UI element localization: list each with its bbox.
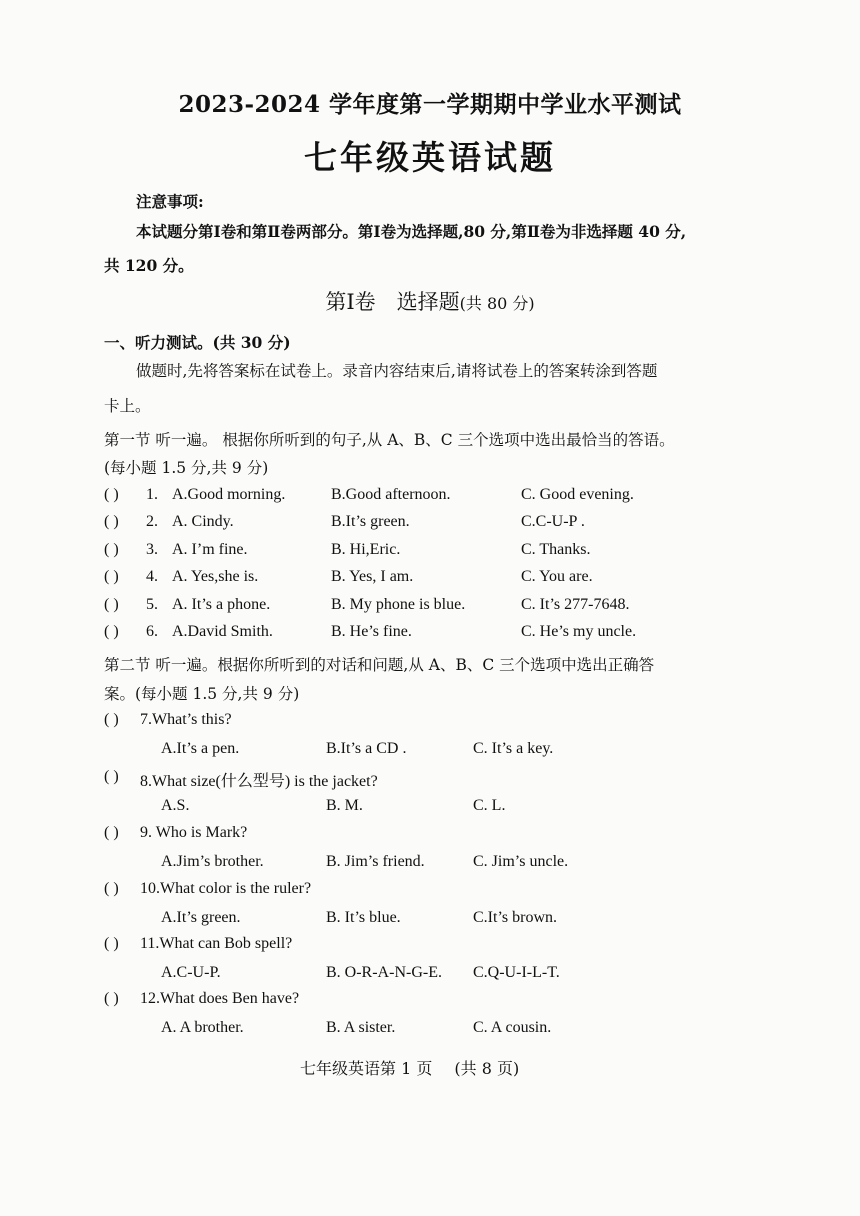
- option-b: B. A sister.: [326, 1019, 396, 1036]
- option-c: C.C-U-P .: [521, 513, 585, 530]
- section1-instruction-2: (每小题 1.5 分,共 9 分): [104, 459, 269, 477]
- option-c: C. Good evening.: [521, 486, 634, 503]
- option-c: C. It’s 277-7648.: [521, 596, 630, 613]
- question-text: 12.What does Ben have?: [140, 990, 300, 1007]
- option-a: A. A brother.: [161, 1019, 244, 1036]
- question-number: 3.: [146, 541, 158, 558]
- page-number: 七年级英语第 1 页: [300, 1059, 433, 1078]
- option-b: B. He’s fine.: [331, 623, 412, 640]
- part1-instruction-1: 做题时,先将答案标在试卷上。录音内容结束后,请将试卷上的答案转涂到答题: [136, 362, 658, 380]
- section1-instruction-1: 第一节 听一遍。 根据你所听到的句子,从 A、B、C 三个选项中选出最恰当的答语。: [104, 431, 675, 449]
- option-c: C.Q-U-I-L-T.: [473, 964, 560, 981]
- answer-blank[interactable]: ( ): [104, 880, 119, 897]
- answer-blank[interactable]: ( ): [104, 824, 119, 841]
- answer-blank[interactable]: ( ): [104, 568, 119, 585]
- option-a: A. It’s a phone.: [172, 596, 271, 613]
- answer-blank[interactable]: ( ): [104, 596, 119, 613]
- notice-line-2: 共 120 分。: [104, 256, 194, 275]
- option-c: C. Jim’s uncle.: [473, 853, 569, 870]
- option-a: A.It’s a pen.: [161, 740, 240, 757]
- option-a: A.Good morning.: [172, 486, 286, 503]
- option-a: A.Jim’s brother.: [161, 853, 264, 870]
- option-a: A.David Smith.: [172, 623, 273, 640]
- answer-blank[interactable]: ( ): [104, 486, 119, 503]
- notice-line-1: 本试题分第Ⅰ卷和第Ⅱ卷两部分。第Ⅰ卷为选择题,80 分,第Ⅱ卷为非选择题 40 分,: [136, 222, 687, 241]
- volume-title-text: 第Ⅰ卷 选择题: [325, 290, 460, 314]
- answer-blank[interactable]: ( ): [104, 541, 119, 558]
- option-a: A. Cindy.: [172, 513, 234, 530]
- question-number: 1.: [146, 486, 158, 503]
- question-text: 10.What color is the ruler?: [140, 880, 312, 897]
- answer-blank[interactable]: ( ): [104, 513, 119, 530]
- answer-blank[interactable]: ( ): [104, 768, 119, 785]
- question-number: 5.: [146, 596, 158, 613]
- option-c: C. He’s my uncle.: [521, 623, 637, 640]
- option-b: B. Yes, I am.: [331, 568, 414, 585]
- option-c: C. A cousin.: [473, 1019, 552, 1036]
- answer-blank[interactable]: ( ): [104, 990, 119, 1007]
- answer-blank[interactable]: ( ): [104, 623, 119, 640]
- question-number: 4.: [146, 568, 158, 585]
- part1-instruction-2: 卡上。: [104, 397, 151, 415]
- option-c: C. It’s a key.: [473, 740, 554, 757]
- notice-label: 注意事项:: [136, 192, 204, 211]
- option-a: A.It’s green.: [161, 909, 241, 926]
- answer-blank[interactable]: ( ): [104, 935, 119, 952]
- exam-title: 2023-2024 学年度第一学期期中学业水平测试: [178, 91, 682, 118]
- question-text: 7.What’s this?: [140, 711, 232, 728]
- option-a: A.S.: [161, 797, 190, 814]
- option-a: A. I’m fine.: [172, 541, 248, 558]
- option-b: B. Hi,Eric.: [331, 541, 401, 558]
- option-a: A.C-U-P.: [161, 964, 221, 981]
- option-b: B. O-R-A-N-G-E.: [326, 964, 442, 981]
- section2-instruction-2: 案。(每小题 1.5 分,共 9 分): [104, 685, 300, 703]
- page-footer: [300, 1056, 519, 1079]
- question-text: 9. Who is Mark?: [140, 824, 248, 841]
- option-c: C. Thanks.: [521, 541, 591, 558]
- option-b: B. Jim’s friend.: [326, 853, 425, 870]
- option-b: B.It’s green.: [331, 513, 410, 530]
- volume-score: (共 80 分): [459, 294, 535, 313]
- option-a: A. Yes,she is.: [172, 568, 259, 585]
- option-b: B. It’s blue.: [326, 909, 401, 926]
- question-number: 6.: [146, 623, 158, 640]
- option-c: C.It’s brown.: [473, 909, 557, 926]
- page-total: (共 8 页): [454, 1059, 520, 1078]
- volume-title: [0, 286, 860, 316]
- section2-instruction-1: 第二节 听一遍。根据你所听到的对话和问题,从 A、B、C 三个选项中选出正确答: [104, 656, 655, 674]
- option-c: C. L.: [473, 797, 506, 814]
- question-text: 11.What can Bob spell?: [140, 935, 293, 952]
- option-b: B.Good afternoon.: [331, 486, 451, 503]
- subject-title: 七年级英语试题: [304, 138, 556, 177]
- answer-blank[interactable]: ( ): [104, 711, 119, 728]
- option-b: B. My phone is blue.: [331, 596, 466, 613]
- option-c: C. You are.: [521, 568, 593, 585]
- option-b: B. M.: [326, 797, 363, 814]
- question-text: 8.What size(什么型号) is the jacket?: [140, 773, 378, 790]
- part1-heading: 一、听力测试。(共 30 分): [104, 333, 291, 352]
- question-number: 2.: [146, 513, 158, 530]
- option-b: B.It’s a CD .: [326, 740, 407, 757]
